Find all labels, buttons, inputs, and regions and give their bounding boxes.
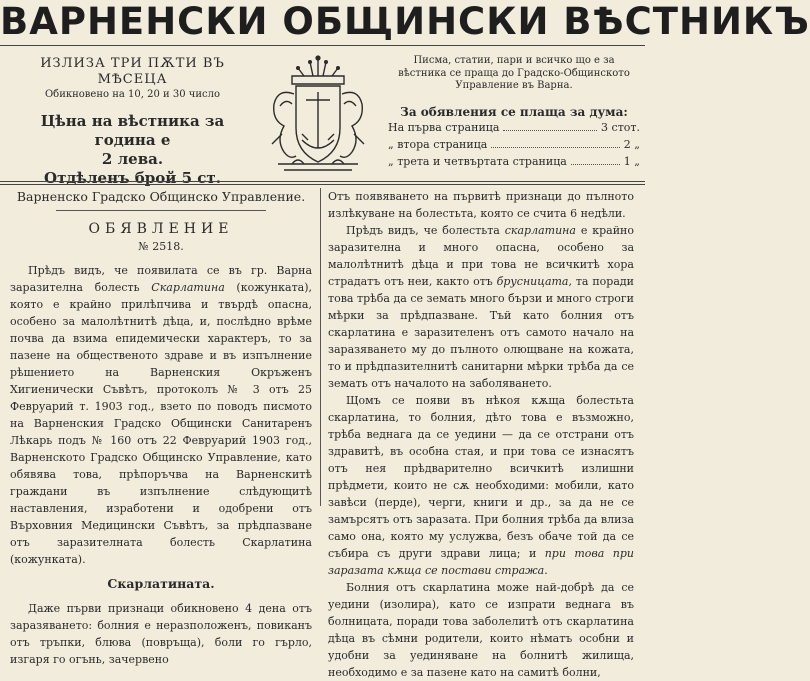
ad-page-label: На първа страница xyxy=(388,120,500,134)
emphasis-text: при това при заразата кѫща се постави стража xyxy=(328,547,634,577)
ad-price: 1 „ xyxy=(623,154,640,168)
ad-price: 2 „ xyxy=(623,137,640,151)
announcement-number: № 2518. xyxy=(138,240,184,253)
editorial-info xyxy=(388,55,640,170)
single-issue-price: Отдѣленъ брой 5 ст. xyxy=(44,169,221,187)
ad-page-label: „ втора страница xyxy=(388,137,488,151)
ad-page-label: „ трета и четвъртата страница xyxy=(388,154,567,168)
disease-name: скарлатина xyxy=(504,224,576,237)
symptoms-paragraph: Даже първи признаци обикновено 4 дена отъ заразяването: болния е неразположенъ, повиканъ отъ тръпки, блюва (повръща), боли го гърло, изгаря го огънь, зачервено xyxy=(10,602,312,666)
hospital-paragraph: Болния отъ скарлатина може най-добрѣ да се уедини (изолира), като се изпрати веднага въ болницата, поради това заболелитѣ отъ скарлатина дѣца въ сѣмни родители, които нѣматъ особни и удобни за уединяване на болнитѣ жилища, необходимо е за пазене като на самитѣ болни, xyxy=(328,581,634,679)
continued-paragraph: Отъ появяването на първитѣ признаци до пълното излѣкуване на болестьта, която се счита 6 недѣли. xyxy=(328,190,634,220)
masthead-rule xyxy=(0,45,645,46)
announcement-title: ОБЯВЛЕНИЕ xyxy=(88,221,234,237)
annual-price-value: 2 лева. xyxy=(101,150,164,168)
ad-price-row xyxy=(388,153,640,170)
prevention-paragraph: Прѣдъ видъ, че болестьта скарлатина е крайно заразителна и много опасна, особено за малолѣтнитѣ дѣца и при това не всичкитѣ хора страдатъ отъ неи, както отъ брусницата, та поради това трѣба да се земать много бързи и много строги мѣрки за прѣдпазване. Тъй като болния отъ скарлатина е заразителенъ отъ самото начало на заразяването му до пълното олющване на кожата, то и прѣдпазителнитѣ санитарни мѣрки трѣба да се земать отъ началото на заболяването. xyxy=(328,224,635,390)
disease-name: брусницата xyxy=(496,275,569,288)
disease-name: Скарлатина xyxy=(151,281,225,294)
issue-dates: Обикновено на 10, 20 и 30 число xyxy=(44,89,221,100)
leader-dots xyxy=(571,153,620,165)
section-divider xyxy=(56,210,266,211)
issue-frequency: ИЗЛИЗА ТРИ ПѪТИ ВЪ МѢСЕЦА xyxy=(40,56,225,87)
right-column xyxy=(328,188,634,681)
left-column xyxy=(10,188,312,668)
ad-price-row xyxy=(388,136,640,153)
header-rule-top xyxy=(0,181,645,182)
subsection-heading: Скарлатината. xyxy=(107,576,215,591)
section-heading: Варненско Градско Общинско Управление. xyxy=(16,189,306,204)
subscription-info xyxy=(10,56,255,188)
annual-price-label: Цѣна на вѣстника за година е xyxy=(40,112,225,149)
announcement-paragraph: Прѣдъ видъ, че появилата се въ гр. Варна заразителна болесть Скарлатина (кожунката), която е крайно прилѣпчива и твърдѣ опасна, особено за малолѣтнитѣ дѣца, и, послѣдно врѣме почва да взима епидемически характеръ, то за пазене на общественото здраве и въ изпълнение рѣшението на Варненския Окръженъ Хигиенически Съвѣтъ, протоколъ № 3 отъ 25 Февруарий т. 1903 год., взето по поводъ писмото на Варненския Градско Общински Санитаренъ Лѣкарь подъ № 160 отъ 22 Февруарий 1903 год., Варненското Градско Общинско Управление, като обявява това, прѣпоръчва на Варненскитѣ граждани въ изпълнение слѣдующитѣ наставления, изработени и одобрени отъ Върховния Медицински Съвѣтъ, за прѣдпазване отъ заразителната болесть Скарлатина (кожунката). xyxy=(10,264,312,566)
ad-price: 3 стот. xyxy=(601,120,640,134)
header-rule-bottom xyxy=(0,184,645,185)
column-separator xyxy=(320,188,321,506)
coat-of-arms-icon xyxy=(258,48,378,180)
ads-pricing-title: За обявления се плаща за дума: xyxy=(400,104,628,119)
newspaper-masthead: ВАРНЕНСКИ ОБЩИНСКИ ВѢСТНИКЪ xyxy=(0,0,810,43)
isolation-paragraph: Щомъ се появи въ нѣкоя кѫща болестьта скарлатина, то болния, дѣто това е възможно, трѣба веднага да се уедини — да се отстрани отъ здравитѣ, въ особна стая, и при това се изнасятъ отъ нея прѣдварително всичкитѣ излишни прѣдмети, които не сѫ необходими: мобили, като завѣси (перде), черги, книги и др., за да не се замърсятъ отъ заразата. При болния трѣба да влиза само она, която му услужва, безъ обаче той да се събира съ други здрави лица; и при това при заразата кѫща се постави стража. xyxy=(328,394,634,577)
leader-dots xyxy=(503,119,597,131)
correspondence-note: Писма, статии, пари и всичко що е за вѣстника се праща до Градско-Общинското Управление въ Варна. xyxy=(398,55,630,91)
leader-dots xyxy=(491,136,619,148)
ad-price-row xyxy=(388,119,640,136)
